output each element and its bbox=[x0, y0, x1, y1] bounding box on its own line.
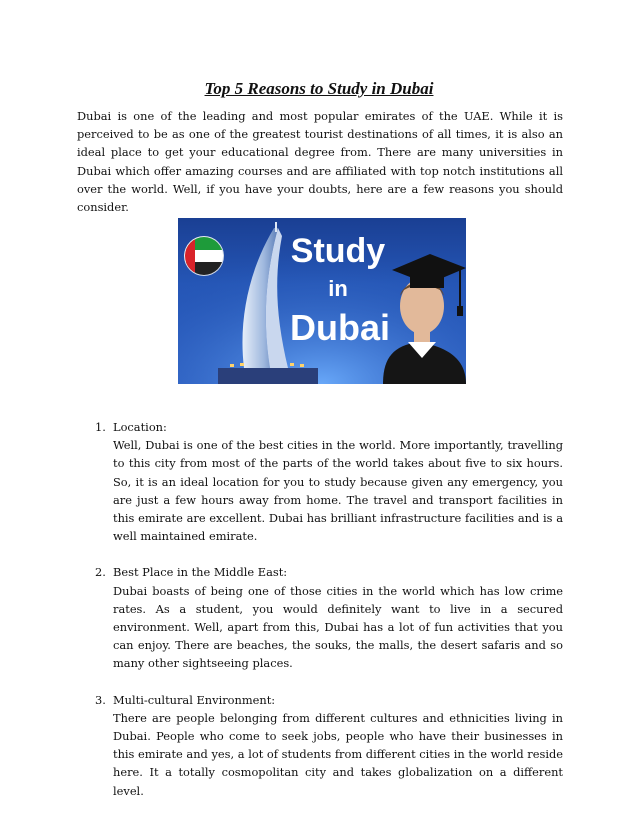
list-item bbox=[95, 563, 563, 672]
list-item-body: Well, Dubai is one of the best cities in the world. More importantly, travelling to this city from most of the parts of the world takes about five to six hours. So, it is an ideal location for you to study because given any emergency, you are just a few hours away from home. The travel and transport facilities in this emirate are excellent. Dubai has brilliant infrastructure facilities and is a well maintained emirate. bbox=[113, 438, 563, 544]
list-item-number: 1. bbox=[95, 420, 106, 434]
list-item-heading: Location: bbox=[113, 420, 167, 434]
list-item-number: 2. bbox=[95, 565, 106, 580]
banner-text-dubai: Dubai bbox=[289, 307, 391, 348]
uae-flag-globe-icon bbox=[184, 236, 224, 276]
list-item-body: Dubai boasts of being one of those cities in the world which has low crime rates. As a student, you would definitely want to live in a secured environment. Well, apart from this, Dubai has a lot of fun activities that you can enjoy. There are beaches, the souks, the malls, the desert safaris and so many other sightseeing places. bbox=[113, 583, 563, 671]
page-title: Top 5 Reasons to Study in Dubai bbox=[204, 79, 434, 98]
list-item-heading: Multi-cultural Environment: bbox=[113, 692, 276, 707]
banner-text-study: Study bbox=[290, 232, 386, 270]
banner-text-in: in bbox=[328, 276, 348, 301]
study-in-dubai-banner bbox=[178, 218, 466, 384]
list-item-body: There are people belonging from different cultures and ethnicities living in Dubai. People who come to seek jobs, people who have their businesses in this emirate and yes, a lot of students from different cities in the world reside here. It a totally cosmopolitan city and takes globalization on a different level. bbox=[113, 710, 563, 798]
list-item-number: 3. bbox=[95, 692, 106, 707]
reasons-list bbox=[95, 418, 563, 818]
banner-illustration bbox=[178, 218, 466, 384]
list-item-heading: Best Place in the Middle East: bbox=[113, 565, 288, 580]
list-item bbox=[95, 691, 563, 800]
intro-paragraph: Dubai is one of the leading and most popular emirates of the UAE. While it is perceived to be as one of the greatest tourist destinations of all times, it is also an ideal place to get your educational degree from. There are many universities in Dubai which offer amazing courses and are affiliated with top notch institutions all over the world. Well, if you have your doubts, here are a few reasons you should consider. bbox=[77, 109, 563, 215]
list-item bbox=[95, 418, 563, 545]
